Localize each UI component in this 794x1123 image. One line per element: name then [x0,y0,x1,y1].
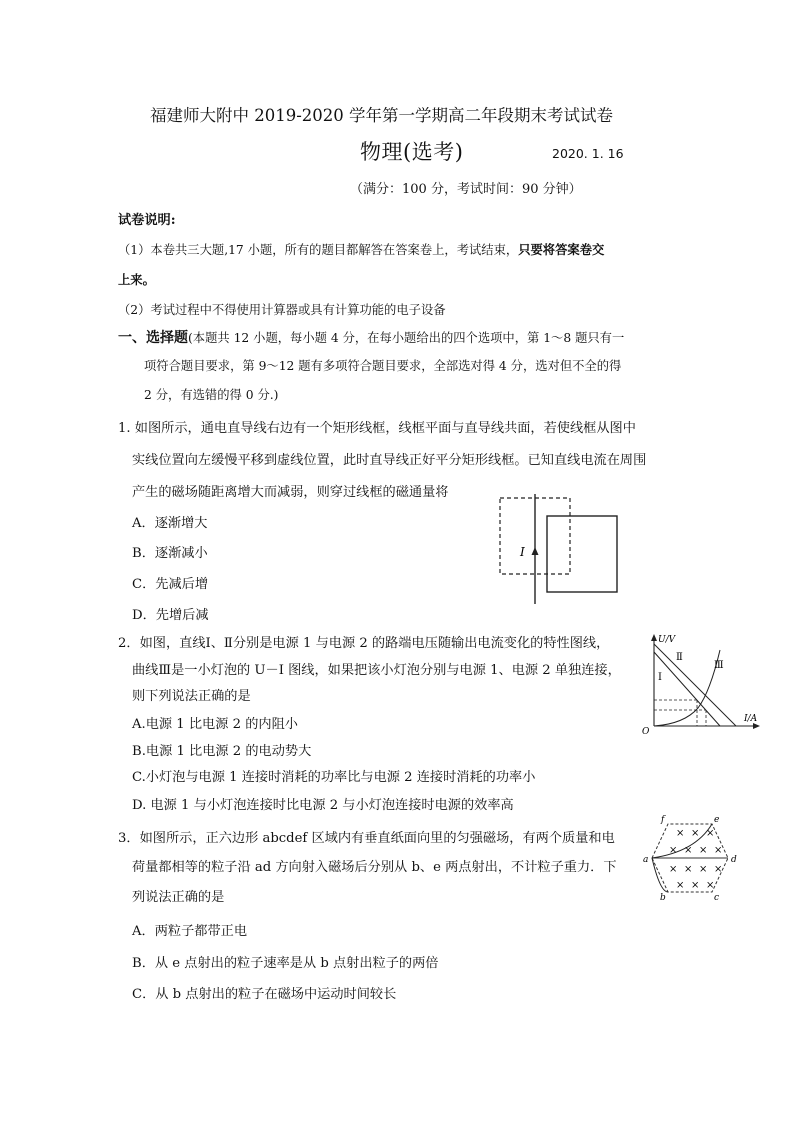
q2-line-2 [654,644,736,726]
full-mark-note: （满分：100 分，考试时间：90 分钟） [350,182,582,197]
q2-option-c: C.小灯泡与电源 1 连接时消耗的功率比与电源 2 连接时消耗的功率小 [132,770,536,785]
q3-cross: × [669,864,678,875]
q3-crosses [669,828,722,891]
q3-line-3: 列说法正确的是 [132,890,225,905]
instruction-1-text: （1）本卷共三大题,17 小题，所有的题目都解答在答案卷上，考试结束， [118,243,519,257]
section-1-header [118,327,624,347]
q3-option-b: B．从 e 点射出的粒子速率是从 b 点射出粒子的两倍 [132,956,439,971]
q2-line-3: 则下列说法正确的是 [132,689,251,704]
q3-label-b: b [660,893,666,900]
q3-figure [640,812,740,900]
q2-option-b: B.电源 1 比电源 2 的电动势大 [132,744,312,759]
q3-cross: × [684,845,693,856]
q3-cross: × [714,864,723,875]
q3-cross: × [691,828,700,839]
q3-cross: × [676,880,685,891]
q2-line-1: 2．如图，直线Ⅰ、Ⅱ分别是电源 1 与电源 2 的路端电压随输出电流变化的特性图线， [118,636,610,651]
q2-figure [640,630,770,738]
q3-label-e: e [714,815,720,825]
q3-label-d: d [731,855,737,865]
q2-line-2: 曲线Ⅲ是一小灯泡的 U－I 图线，如果把该小灯泡分别与电源 1、电源 2 单独连接， [132,663,621,678]
q3-label-c: c [714,893,720,900]
instruction-2: （2）考试过程中不得使用计算器或具有计算功能的电子设备 [118,303,446,317]
q2-option-d: D. 电源 1 与小灯泡连接时比电源 2 与小灯泡连接时电源的效率高 [132,798,514,813]
q3-option-c: C．从 b 点射出的粒子在磁场中运动时间较长 [132,987,397,1002]
q3-cross: × [684,864,693,875]
exam-date: 2020. 1. 16 [552,146,624,161]
q1-option-d: D．先增后减 [132,608,209,623]
q1-line-2: 实线位置向左缓慢平移到虚线位置，此时直导线正好平分矩形线框。已知直线电流在周围 [132,453,647,468]
q3-option-a: A．两粒子都带正电 [132,924,248,939]
q2-label-3: Ⅲ [714,660,724,671]
q3-cross: × [714,845,723,856]
q1-option-a: A．逐渐增大 [132,516,208,531]
q2-label-1: Ⅰ [658,672,662,683]
q3-label-f: f [661,815,665,825]
q2-label-2: Ⅱ [676,652,683,663]
q3-cross: × [699,845,708,856]
q1-figure [490,492,625,607]
q3-cross: × [706,828,715,839]
q1-line-1: 1. 如图所示，通电直导线右边有一个矩形线框，线框平面与直导线共面，若使线框从图中 [118,421,636,436]
exam-title: 福建师大附中 2019-2020 学年第一学期高二年段期末考试试卷 [150,106,614,125]
section-1-desc-1: (本题共 12 小题，每小题 4 分，在每小题给出的四个选项中，第 1～8 题只有一 [188,331,625,345]
q2-y-label: U/V [658,635,676,645]
q3-cross: × [669,845,678,856]
q2-option-a: A.电源 1 比电源 2 的内阻小 [132,717,298,732]
instruction-1 [118,240,604,258]
q3-line-2: 荷量都相等的粒子沿 ad 方向射入磁场后分别从 b、e 两点射出，不计粒子重力．下 [132,860,617,875]
q3-cross: × [699,864,708,875]
q3-label-a: a [643,855,649,865]
q3-cross: × [691,880,700,891]
q1-solid-frame [547,516,617,592]
instruction-1-cont: 上来。 [118,272,155,287]
q1-current-arrow [532,547,539,555]
section-1-heading: 一、选择题 [118,330,188,346]
q3-line-1: 3．如图所示，正六边形 abcdef 区域内有垂直纸面向里的匀强磁场，有两个质量和电 [118,831,615,846]
q1-option-b: B．逐渐减小 [132,546,208,561]
q2-origin-label: O [642,727,650,737]
q1-current-label: I [520,545,525,559]
instructions-heading: 试卷说明: [118,213,176,228]
exam-subtitle: 物理(选考) [360,140,464,164]
q2-line-1 [654,652,720,726]
q1-option-c: C．先减后增 [132,577,209,592]
q3-cross: × [676,828,685,839]
section-1-desc-2: 项符合题目要求，第 9～12 题有多项符合题目要求，全部选对得 4 分，选对但不全的得 [144,359,622,373]
q2-y-arrow [651,634,657,641]
q1-line-3: 产生的磁场随距离增大而减弱，则穿过线框的磁通量将 [132,485,449,500]
q2-x-label: I/A [744,714,758,724]
section-1-desc-3: 2 分，有选错的得 0 分.) [144,388,279,402]
instruction-1-bold: 只要将答案卷交 [518,242,605,257]
q3-cross: × [706,880,715,891]
